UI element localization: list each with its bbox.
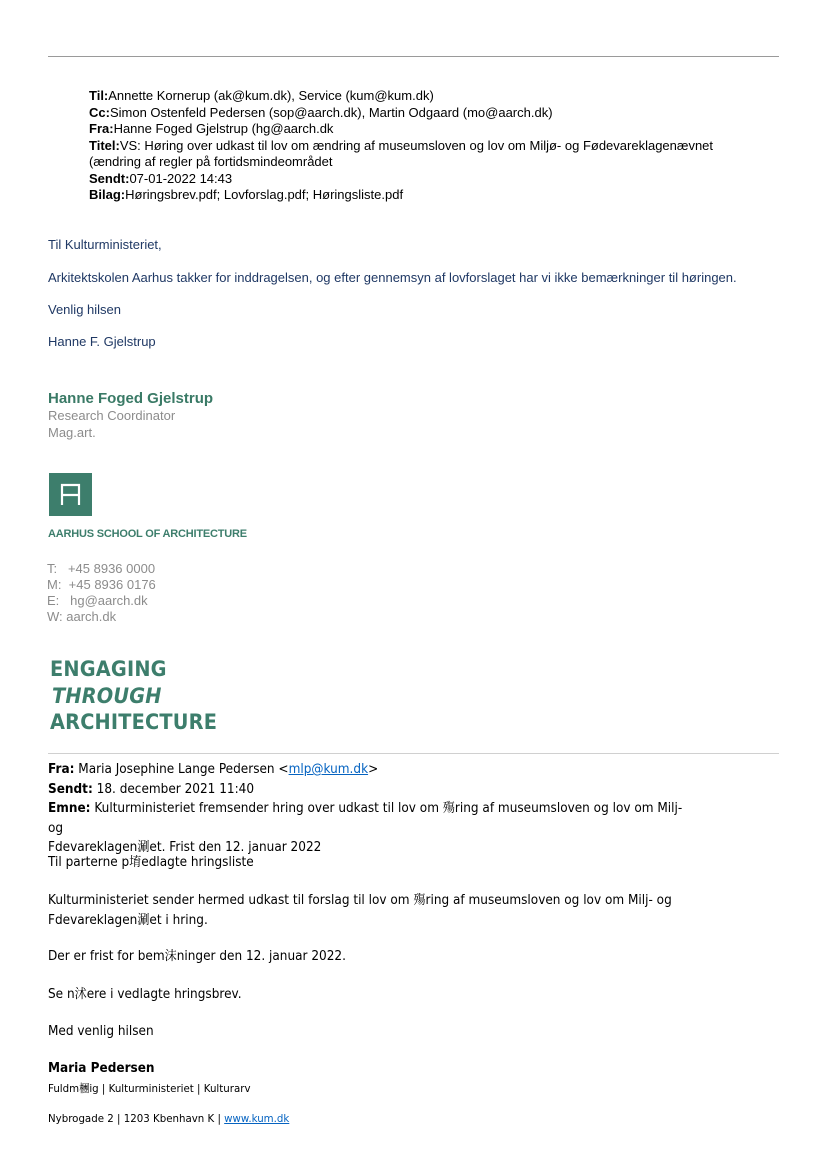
contact-mobile: M: +45 8936 0176 [47, 577, 156, 592]
to-line: Til:Annette Kornerup (ak@kum.dk), Service (kum@kum.dk) [89, 88, 434, 103]
cc-value: Simon Ostenfeld Pedersen (sop@aarch.dk), Martin Odgaard (mo@aarch.dk) [109, 104, 553, 120]
from-value: Hanne Foged Gjelstrup (hg@aarch.dk [113, 121, 334, 136]
subject-value: VS: Høring over udkast til lov om ændring af museumsloven og lov om Miljø- og Fødevareklagenævnet [119, 137, 714, 153]
cc-line: Cc:Simon Ostenfeld Pedersen (sop@aarch.dk), Martin Odgaard (mo@aarch.dk) [89, 104, 553, 120]
original-para-2: Kulturministeriet sender hermed udkast til forslag til lov om 殤ring af museumsloven og lov om Milj- og Fdevareklagen涮et i hring. [48, 893, 672, 928]
reply-greeting: Til Kulturministeriet, [48, 237, 162, 252]
contact-phone: T: +45 8936 0000 [47, 561, 156, 576]
reply-name: Hanne F. Gjelstrup [48, 334, 156, 349]
sender-role: Fuldm檲ig | Kulturministeriet | Kulturarv [48, 1082, 251, 1095]
attachments-line: Bilag:Høringsbrev.pdf; Lovforslag.pdf; Høringsliste.pdf [89, 187, 404, 202]
forward-header [89, 88, 779, 204]
slogan-line-1: ENGAGING [50, 657, 167, 681]
original-para-1: Til parterne p堉edlagte hringsliste [48, 855, 254, 870]
website-link[interactable]: www.kum.dk [224, 1112, 290, 1125]
original-subject-line-2: Fdevareklagen涮et. Frist den 12. januar 2022 [48, 840, 322, 855]
from-line: Fra:Hanne Foged Gjelstrup (hg@aarch.dk [89, 121, 334, 136]
contact-web: W: aarch.dk [47, 609, 117, 624]
original-para-4: Se n沭ere i vedlagte hringsbrev. [48, 987, 242, 1002]
sender-name: Maria Pedersen [48, 1061, 155, 1076]
contact-email: E: hg@aarch.dk [47, 593, 148, 608]
original-closing: Med venlig hilsen [48, 1024, 154, 1039]
logo-a-icon [49, 473, 92, 516]
original-header [48, 760, 699, 858]
slogan-line-2: THROUGH [52, 684, 162, 708]
original-from-line: Fra: Maria Josephine Lange Pedersen <mlp@kum.dk> [48, 762, 379, 777]
contact-block [47, 561, 156, 625]
original-sent-line: Sendt: 18. december 2021 11:40 [48, 781, 255, 797]
sent-value: 07-01-2022 14:43 [129, 170, 233, 186]
school-name: AARHUS SCHOOL OF ARCHITECTURE [48, 528, 247, 540]
school-logo [49, 473, 92, 516]
slogan-line-3: ARCHITECTURE [50, 710, 218, 734]
to-value: Annette Kornerup (ak@kum.dk), Service (kum@kum.dk) [108, 88, 434, 103]
original-subject-line: Emne: Kulturministeriet fremsender hring over udkast til lov om 殤ring af museumsloven og lov om Milj- og [48, 801, 683, 836]
attachments-value: Høringsbrev.pdf; Lovforslag.pdf; Høringsliste.pdf [125, 187, 404, 202]
reply-closing: Venlig hilsen [48, 302, 121, 317]
signature-degree: Mag.art. [48, 425, 96, 440]
subject-line: Titel:VS: Høring over udkast til lov om ændring af museumsloven og lov om Miljø- og Fødevareklagenævnet [89, 137, 714, 153]
reply-body: Arkitektskolen Aarhus takker for inddragelsen, og efter gennemsyn af lovforslaget har vi ikke bemærkninger til høringen. [48, 270, 737, 285]
sender-email-link[interactable]: mlp@kum.dk [288, 762, 369, 777]
quoted-divider [48, 753, 779, 754]
sender-address: Nybrogade 2 | 1203 Kbenhavn K | www.kum.dk [48, 1112, 290, 1125]
top-divider [48, 56, 779, 57]
subject-line-2: (ændring af regler på fortidsmindeområdet [89, 154, 333, 169]
original-para-3: Der er frist for bem沫ninger den 12. januar 2022. [48, 949, 346, 964]
signature-title: Research Coordinator [48, 408, 176, 423]
signature-name: Hanne Foged Gjelstrup [48, 390, 214, 407]
sent-line: Sendt:07-01-2022 14:43 [89, 170, 233, 186]
